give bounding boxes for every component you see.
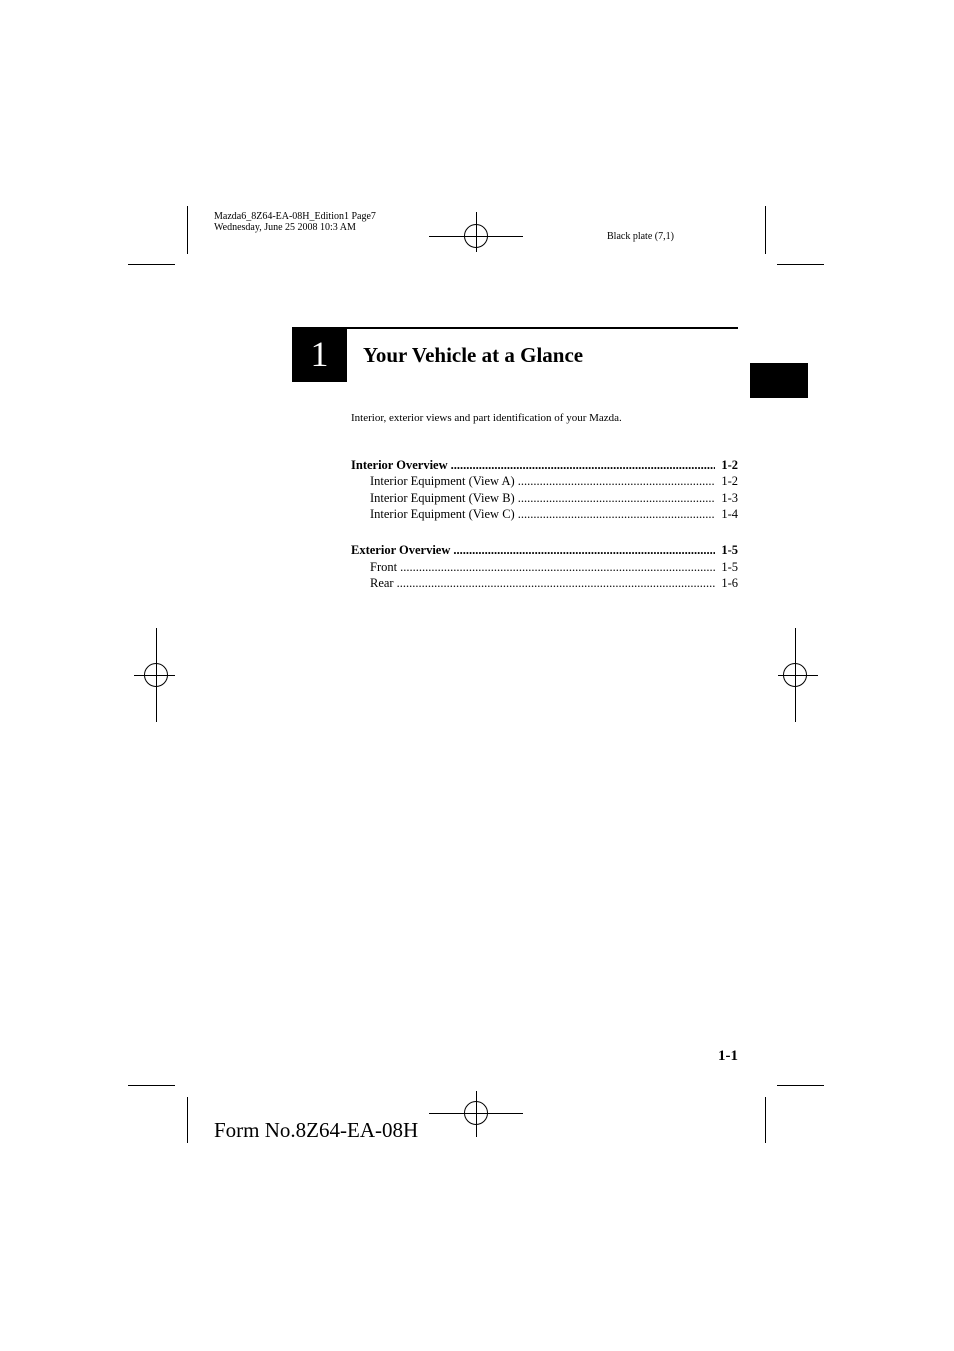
page-number: 1-1: [718, 1048, 738, 1064]
toc-entry-page: 1-4: [721, 507, 738, 521]
chapter-rule: [292, 327, 738, 329]
toc-leader: [518, 491, 716, 506]
toc-leader: [518, 507, 716, 522]
toc-entry-label: Interior Equipment (View C): [370, 507, 515, 521]
chapter-title: Your Vehicle at a Glance: [363, 343, 584, 367]
chapter-number-box: [292, 327, 347, 382]
chapter-thumb-tab: [750, 363, 808, 398]
toc-leader: [453, 543, 715, 558]
toc-entry-page: 1-2: [721, 458, 738, 472]
toc-entry-page: 1-2: [721, 474, 738, 488]
toc-entry-label: Interior Equipment (View A): [370, 474, 515, 488]
toc-entry-exterior-overview[interactable]: [351, 543, 738, 558]
toc-entry-label: Interior Overview: [351, 458, 448, 472]
toc-entry-rear[interactable]: [370, 576, 738, 591]
crop-mark-bottom-right-v: [765, 1097, 766, 1143]
toc-leader: [451, 458, 716, 473]
registration-circle-icon: [464, 1101, 488, 1125]
toc-entry-interior-view-c[interactable]: [370, 507, 738, 522]
registration-circle-icon: [783, 663, 807, 687]
toc-entry-front[interactable]: [370, 560, 738, 575]
crop-mark-top-left-v: [187, 206, 188, 254]
crop-mark-bottom-left-h: [128, 1085, 175, 1086]
crop-mark-bottom-right-h: [777, 1085, 824, 1086]
toc-entry-label: Front: [370, 560, 398, 574]
toc-entry-interior-view-a[interactable]: [370, 474, 738, 489]
crop-mark-top-right-h: [777, 264, 824, 265]
toc-leader: [397, 576, 716, 591]
toc-leader: [518, 474, 716, 489]
header-plate: Black plate (7,1): [607, 231, 674, 242]
toc-entry-page: 1-5: [721, 560, 738, 574]
crop-mark-top-left-h: [128, 264, 175, 265]
toc-entry-label: Interior Equipment (View B): [370, 491, 515, 505]
toc-leader: [400, 560, 715, 575]
header-date-line: Wednesday, June 25 2008 10:3 AM: [214, 222, 356, 233]
crop-mark-top-right-v: [765, 206, 766, 254]
toc-entry-interior-overview[interactable]: [351, 458, 738, 473]
toc-entry-label: Exterior Overview: [351, 543, 451, 557]
toc-entry-page: 1-3: [721, 491, 738, 505]
toc-entry-label: Rear: [370, 576, 394, 590]
registration-circle-icon: [464, 224, 488, 248]
header-file-line: Mazda6_8Z64-EA-08H_Edition1 Page7: [214, 211, 376, 222]
crop-mark-bottom-left-v: [187, 1097, 188, 1143]
form-number: Form No.8Z64-EA-08H: [214, 1118, 419, 1142]
toc-entry-interior-view-b[interactable]: [370, 491, 738, 506]
toc-entry-page: 1-6: [721, 576, 738, 590]
toc-entry-page: 1-5: [721, 543, 738, 557]
registration-circle-icon: [144, 663, 168, 687]
chapter-intro: Interior, exterior views and part identification of your Mazda.: [351, 412, 622, 424]
chapter-number: 1: [310, 334, 329, 374]
